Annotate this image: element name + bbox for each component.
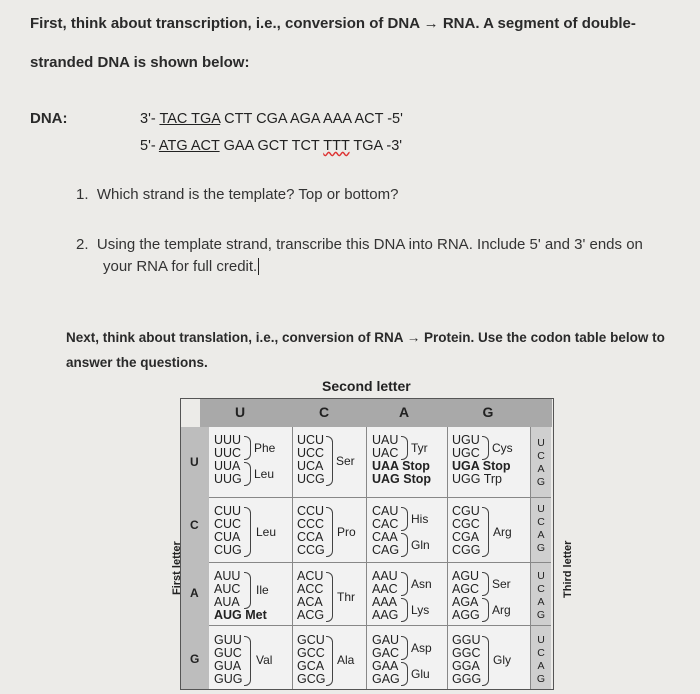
aa-lys: Lys bbox=[411, 603, 430, 617]
row-header-a: A bbox=[190, 586, 199, 600]
codons-gu: GUU GUC GUA GUG bbox=[214, 633, 243, 686]
aa-phe: Phe bbox=[254, 441, 276, 455]
codons-aa: AAU AAC AAA AAG bbox=[372, 569, 399, 622]
codons-cu: CUU CUC CUA CUG bbox=[214, 504, 242, 557]
aa-leu-2: Leu bbox=[256, 525, 277, 539]
intro-line1: First, think about transcription, i.e., conversion of DNA → RNA. A segment of double- bbox=[30, 15, 636, 32]
aa-ala: Ala bbox=[337, 653, 355, 667]
question-2-cont: your RNA for full credit. bbox=[103, 258, 263, 275]
question-2: 2. Using the template strand, transcribe this DNA into RNA. Include 5' and 3' ends on bbox=[76, 236, 643, 253]
third-letters-c: U C A G bbox=[536, 503, 546, 554]
codons-uc: UCU UCC UCA UCG bbox=[297, 433, 325, 486]
aa-pro: Pro bbox=[337, 525, 356, 539]
aa-leu: Leu bbox=[254, 467, 275, 481]
question-1: 1. Which strand is the template? Top or bottom? bbox=[76, 186, 399, 203]
intro-line2: stranded DNA is shown below: bbox=[30, 54, 250, 71]
codons-au: AUU AUC AUA AUG Met bbox=[214, 569, 267, 622]
col-header-a: A bbox=[398, 404, 410, 420]
aa-ser: Ser bbox=[336, 454, 355, 468]
col-header-u: U bbox=[234, 404, 246, 420]
codons-gc: GCU GCC GCA GCG bbox=[297, 633, 326, 686]
aa-thr: Thr bbox=[337, 590, 355, 604]
aa-ser-2: Ser bbox=[492, 577, 511, 591]
first-letter-label: First letter bbox=[171, 541, 183, 595]
dna-top-strand: 3'- TAC TGA CTT CGA AGA AAA ACT -5' bbox=[140, 111, 403, 127]
codons-cc: CCU CCC CCA CCG bbox=[297, 504, 325, 557]
second-letter-label: Second letter bbox=[322, 378, 411, 394]
codons-gg: GGU GGC GGA GGG bbox=[452, 633, 482, 686]
aa-ile: Ile bbox=[256, 583, 269, 597]
codons-ua: UAU UAC UAA Stop UAG Stop bbox=[372, 433, 432, 486]
third-letters-a: U C A G bbox=[536, 570, 546, 621]
row-header-g: G bbox=[190, 652, 200, 666]
aa-gly: Gly bbox=[493, 653, 511, 667]
codons-uu: UUU UUC UUA UUG bbox=[214, 433, 242, 486]
aa-his: His bbox=[411, 512, 429, 526]
third-letter-label: Third letter bbox=[562, 540, 574, 598]
aa-arg-2: Arg bbox=[492, 603, 511, 617]
third-letters-u: U C A G bbox=[536, 437, 546, 488]
aa-val: Val bbox=[256, 653, 273, 667]
aa-cys: Cys bbox=[492, 441, 513, 455]
codons-ac: ACU ACC ACA ACG bbox=[297, 569, 325, 622]
codons-ug: UGU UGC UGA Stop UGG Trp bbox=[452, 433, 511, 486]
aa-arg: Arg bbox=[493, 525, 512, 539]
codons-ag: AGU AGC AGA AGG bbox=[452, 569, 480, 622]
codons-cg: CGU CGC CGA CGG bbox=[452, 504, 481, 557]
dna-label: DNA: bbox=[30, 110, 68, 127]
row-header-c: C bbox=[190, 518, 199, 532]
translation-line2: answer the questions. bbox=[66, 355, 208, 370]
col-header-c: C bbox=[318, 404, 330, 420]
dna-bottom-strand: 5'- ATG ACT GAA GCT TCT TTT TGA -3' bbox=[140, 138, 403, 154]
aa-asp: Asp bbox=[411, 641, 432, 655]
col-header-g: G bbox=[482, 404, 494, 420]
translation-line1: Next, think about translation, i.e., conversion of RNA → Protein. Use the codon table below to bbox=[66, 330, 665, 345]
aa-tyr: Tyr bbox=[411, 441, 428, 455]
aa-asn: Asn bbox=[411, 577, 432, 591]
codons-ga: GAU GAC GAA GAG bbox=[372, 633, 400, 686]
third-letters-g: U C A G bbox=[536, 634, 546, 685]
aa-gln: Gln bbox=[411, 538, 430, 552]
row-header-u: U bbox=[190, 455, 199, 469]
aa-glu: Glu bbox=[411, 667, 430, 681]
codons-ca: CAU CAC CAA CAG bbox=[372, 504, 400, 557]
